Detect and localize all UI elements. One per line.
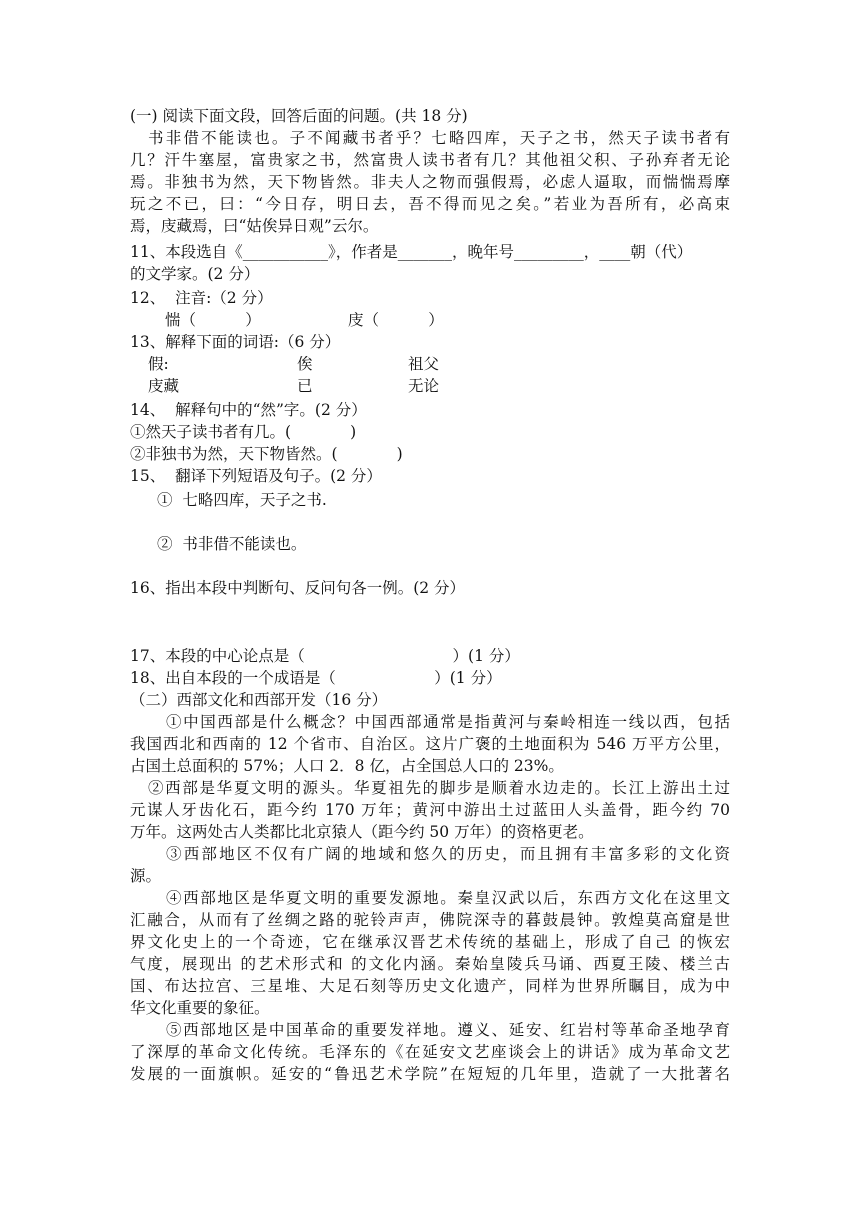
- question-11-line1: 11、本段选自《___________》，作者是_______，晚年号_________，____朝（代）: [130, 243, 693, 261]
- section2-heading: （二）西部文化和西部开发（16 分）: [130, 691, 388, 709]
- paragraph-4-line: 华文化重要的象征。: [130, 999, 270, 1017]
- paragraph-4-line: ④西部地区是华夏文明的重要发源地。秦皇汉武以后，东西方文化在这里文: [166, 889, 730, 907]
- question-11-line2: 的文学家。(2 分）: [130, 265, 260, 283]
- question-12-item-2: 庋（ ）: [348, 311, 444, 329]
- question-13-word: 庋藏: [148, 377, 180, 395]
- question-16: 16、指出本段中判断句、反问句各一例。(2 分）: [130, 579, 466, 597]
- section1-passage: [130, 127, 730, 237]
- paragraph-4-line: 气度，展现出 的艺术形式和 的文化内涵。秦始皇陵兵马诵、西夏王陵、楼兰古: [130, 955, 730, 973]
- passage-line: 焉。非独书为然，天下物皆然。非夫人之物而强假焉，必虑人逼取，而惴惴焉摩: [130, 173, 730, 191]
- paragraph-1-line: ①中国西部是什么概念？中国西部通常是指黄河与秦岭相连一线以西，包括: [166, 713, 730, 731]
- section1-heading: (一) 阅读下面文段，回答后面的问题。(共 18 分): [130, 107, 468, 125]
- paragraph-2-line: 万年。这两处古人类都比北京猿人（距今约 50 万年）的资格更老。: [130, 823, 594, 841]
- question-12-heading: 12、 注音:（2 分）: [130, 289, 273, 307]
- passage-line: 玩之不已，曰：“今日存，明日去，吾不得而见之矣。”若业为吾所有，必高束: [130, 195, 730, 213]
- paragraph-4-line: 界文化史上的一个奇迹，它在继承汉晋艺术传统的基础上，形成了自己 的恢宏: [130, 933, 730, 951]
- question-12-item-1: 惴（ ）: [165, 311, 261, 329]
- question-14-item-1: ①然天子读书者有几。( ): [130, 423, 357, 441]
- paragraph-2-line: ②西部是华夏文明的源头。华夏祖先的脚步是顺着水边走的。长江上游出土过: [148, 779, 730, 797]
- question-17: 17、本段的中心论点是（ ）(1 分）: [130, 647, 520, 665]
- paragraph-4-line: 汇融合，从而有了丝绸之路的驼铃声声，佛院深寺的暮鼓晨钟。敦煌莫高窟是世: [130, 911, 730, 929]
- question-13-word: 祖父: [408, 355, 440, 373]
- paragraph-4-line: 国、布达拉宫、三星堆、大足石刻等历史文化遗产，同样为世界所瞩目，成为中: [130, 977, 730, 995]
- question-13-word: 假:: [148, 355, 169, 373]
- question-13-word: 无论: [408, 377, 440, 395]
- passage-line: 焉，庋藏焉，曰“姑俟异日观”云尔。: [130, 217, 379, 235]
- paragraph-1-line: 我国西北和西南的 12 个省市、自治区。这片广褒的土地面积为 546 万平方公里，: [130, 735, 730, 753]
- question-14-item-2: ②非独书为然，天下物皆然。( ): [130, 445, 403, 463]
- section2-body: [130, 711, 730, 1085]
- paragraph-3-line: 源。: [130, 867, 162, 885]
- passage-line: 书非借不能读也。子不闻藏书者乎？七略四库，天子之书，然天子读书者有: [148, 129, 730, 147]
- question-13-word: 俟: [297, 355, 313, 373]
- question-15-item-2: ② 书非借不能读也。: [157, 535, 307, 553]
- question-18: 18、出自本段的一个成语是（ ）(1 分）: [130, 669, 502, 687]
- paragraph-5-line: 了深厚的革命文化传统。毛泽东的《在延安文艺座谈会上的讲话》成为革命文艺: [130, 1043, 730, 1061]
- question-13-heading: 13、解释下面的词语:（6 分）: [130, 333, 341, 351]
- paragraph-5-line: ⑤西部地区是中国革命的重要发祥地。遵义、延安、红岩村等革命圣地孕育: [166, 1021, 730, 1039]
- question-15-item-1: ① 七略四库，天子之书.: [157, 491, 327, 509]
- passage-line: 几？汗牛塞屋，富贵家之书，然富贵人读书者有几？其他祖父积、子孙弃者无论: [130, 151, 730, 169]
- question-14-heading: 14、 解释句中的“然”字。(2 分）: [130, 401, 367, 419]
- paragraph-2-line: 元谋人牙齿化石，距今约 170 万年；黄河中游出土过蓝田人头盖骨，距今约 70: [130, 801, 730, 819]
- paragraph-5-line: 发展的一面旗帜。延安的“鲁迅艺术学院”在短短的几年里，造就了一大批著名: [130, 1065, 730, 1083]
- paragraph-3-line: ③西部地区不仅有广阔的地域和悠久的历史，而且拥有丰富多彩的文化资: [166, 845, 730, 863]
- question-15-heading: 15、 翻译下列短语及句子。(2 分）: [130, 467, 382, 485]
- paragraph-1-line: 占国土总面积的 57%；人口 2．8 亿，占全国总人口的 23%。: [130, 757, 564, 775]
- question-13-word: 已: [297, 377, 313, 395]
